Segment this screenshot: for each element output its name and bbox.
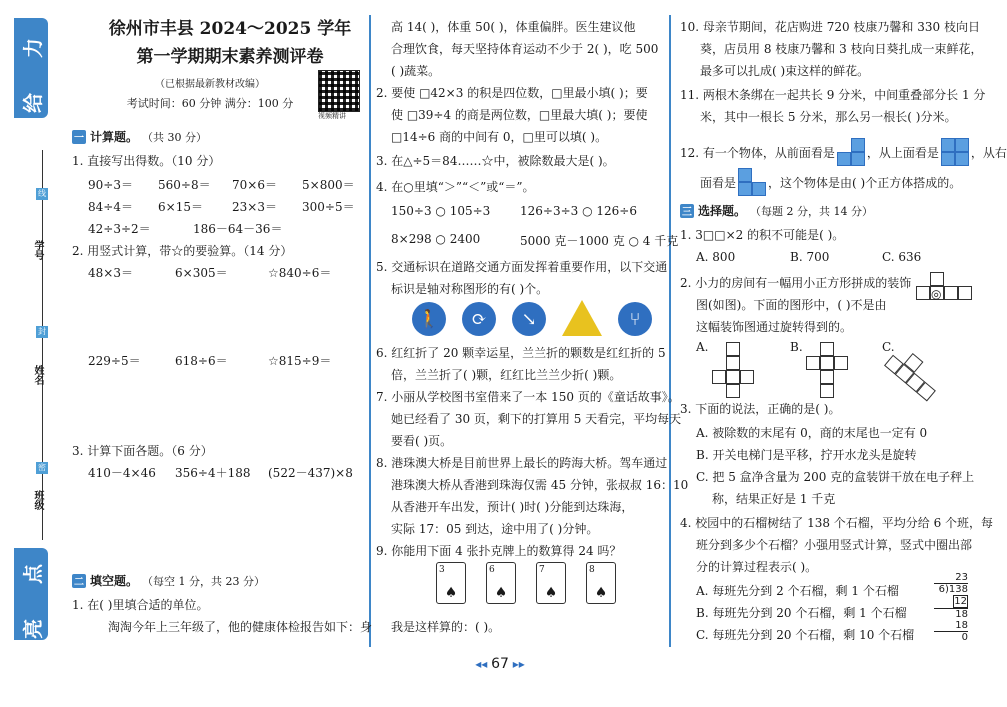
division-quotient: 23 [955,572,968,583]
s1-r6-a: 410－4×46 [88,466,156,480]
mid-l1: 高 14( )，体重 50( )，体重偏胖。医生建议他 [391,20,636,34]
right-c1-b: B. 700 [790,250,830,264]
mid-q8c: 从香港开车出发，预计( )时( )分能到达珠海， [391,500,634,514]
right-c2c: 这幅装饰图通过旋转得到的。 [696,320,853,334]
exam-title-line2: 第一学期期末素养测评卷 [136,47,324,67]
right-c2b: 图(如图)。下面的图形中，( )不是由 [696,298,887,312]
s1-r4-b: 6×305＝ [175,266,228,280]
right-c4-c: C. 每班先分到 20 个石榴，剩 10 个石榴 [696,628,915,642]
section-2-points: （每空 1 分，共 23 分） [142,574,265,588]
section-1-number: 一 [72,130,86,144]
right-q12a: 12. 有一个物体，从前面看是 [680,145,835,160]
s1-q2: 2. 用竖式计算，带☆的要验算。（14 分） [72,244,293,258]
right-c1: 1. 3□□×2 的积不可能是( )。 [680,228,845,242]
mid-q2b: 使 □39÷4 的商是两位数，□里最大填( )；要使 [391,108,648,122]
mid-q7c: 要看( )页。 [391,434,453,448]
column-divider-1 [369,15,371,647]
right-q10c: 最多可以扎成( )束这样的鲜花。 [700,64,870,78]
s1-q3: 3. 计算下面各题。（6 分） [72,444,213,458]
right-q12d: 面看是 [700,175,737,190]
s1-r3-b: 186－64－36＝ [193,222,283,236]
s1-r4-c: ☆840÷6＝ [268,266,332,280]
right-c3: 3. 下面的说法，正确的是( )。 [680,402,841,416]
s1-r5-a: 229÷5＝ [88,354,141,368]
division-dividend: 6)138 [934,583,968,595]
column-divider-2 [669,15,671,647]
mid-q9b: 我是这样算的：( )。 [391,620,501,634]
playing-cards [436,562,616,604]
mid-q8a: 8. 港珠澳大桥是目前世界上最长的跨海大桥。驾车通过 [376,456,668,470]
s1-r1-d: 5×800＝ [302,178,355,192]
card-2: 6 ♠ [486,562,516,604]
s2-q1: 1. 在( )里填合适的单位。 [72,598,209,612]
right-q12c: ，从右 [970,145,1007,160]
page-footer [0,656,1000,672]
exam-subtitle: （已根据最新教材改编） [155,79,265,90]
qr-label: 视频精讲 [318,112,346,120]
side-tab-top: 给 力 [14,18,48,118]
page-number: 67 [491,656,509,672]
next-page-arrow-icon[interactable]: ▸▸ [512,657,525,671]
right-c3-b: B. 开关电梯门是平移，拧开水龙头是旋转 [696,448,917,462]
right-q10b: 葵，店员用 8 枝康乃馨和 3 枝向日葵扎成一束鲜花， [700,42,983,56]
exam-title-line1: 徐州市丰县 2024～2025 学年 [108,19,352,39]
mid-q4-r1b: 126÷3÷3 ○ 126÷6 [520,204,637,218]
mid-q2c: □14÷6 商的中间有 0，□里可以填( )。 [391,130,608,144]
mid-q6b: 倍，兰兰折了( )颗，红红比兰兰少折( )颗。 [391,368,622,382]
traffic-signs [412,300,652,336]
section-2-header [72,572,265,589]
s1-r1-b: 560÷8＝ [158,178,211,192]
crossroad-warning-sign-icon [562,300,602,336]
s1-r5-c: ☆815÷9＝ [268,354,332,368]
section-3-header [680,202,873,219]
mid-q4-r2a: 8×298 ○ 2400 [391,232,481,246]
card-3: 7 ♠ [536,562,566,604]
label-banji: 班级 [32,490,43,510]
section-1-header [72,128,207,145]
right-c2-a: A. [696,340,709,354]
s1-r2-c: 23×3＝ [232,200,277,214]
right-c4a: 4. 校园中的石榴树结了 138 个石榴，平均分给 6 个班，每 [680,516,994,530]
label-xuehao: 学号 [32,240,43,260]
card-4: 8 ♠ [586,562,616,604]
mid-q7a: 7. 小丽从学校图书室借来了一本 150 页的《童话故事》。 [376,390,680,404]
right-c1-c: C. 636 [882,250,922,264]
right-c2-b: B. [790,340,803,354]
s1-r5-b: 618÷6＝ [175,354,228,368]
section-3-number: 三 [680,204,694,218]
roundabout-sign-icon: ⟳ [462,302,496,336]
s1-r4-a: 48×3＝ [88,266,133,280]
mid-q7b: 她已经看了 30 页，剩下的打算用 5 天看完，平均每天 [391,412,682,426]
mid-q3: 3. 在△÷5＝84……☆中，被除数最大是( )。 [376,154,615,168]
right-c4c: 分的计算过程表示( )。 [696,560,818,574]
right-q12e: ，这个物体是由( )个正方体搭成的。 [768,175,962,190]
right-view-figure [738,168,766,196]
s1-r1-c: 70×6＝ [232,178,277,192]
mid-q8d: 实际 17：05 到达，途中用了( )分钟。 [391,522,599,536]
option-b-figure [806,342,848,398]
mid-q9: 9. 你能用下面 4 张扑克牌上的数算得 24 吗？ [376,544,622,558]
section-1-points: （共 30 分） [142,130,208,144]
s2-q1b: 淘淘今年上三年级了，他的健康体检报告如下：身 [108,620,373,634]
s1-r6-c: (522－437)×8 [268,466,353,480]
division-step1: 12 [954,596,967,607]
s1-r6-b: 356÷4＋188 [175,466,251,480]
right-q11a: 11. 两根木条绑在一起共长 9 分米，中间重叠部分长 1 分 [680,88,986,102]
right-c4-a: A. 每班先分到 2 个石榴，剩 1 个石榴 [696,584,899,598]
right-q11b: 米，其中一根长 5 分米，那么另一根长( )分米。 [700,110,957,124]
s1-r2-d: 300÷5＝ [302,200,355,214]
mid-q2a: 2. 要使 □42×3 的积是四位数，□里最小填( )；要 [376,86,648,100]
mid-q5b: 标识是轴对称图形的有( )个。 [391,282,549,296]
mid-q4-r2b: 5000 克－1000 克 ○ 4 千克 [520,234,679,248]
right-c1-a: A. 800 [696,250,736,264]
mid-q8b: 港珠澳大桥从香港到珠海仅需 45 分钟，张叔叔 16：10 [391,478,689,492]
fork-sign-icon: ⑂ [618,302,652,336]
division-step3: 18 [955,620,968,631]
right-c4-b: B. 每班先分到 20 个石榴，剩 1 个石榴 [696,606,907,620]
right-c2-c: C. [882,340,895,354]
section-1-title: 计算题。 [90,130,139,144]
front-view-figure [837,138,865,166]
qr-code-icon[interactable] [318,70,360,112]
s1-r1-a: 90÷3＝ [88,178,133,192]
right-q10a: 10. 母亲节期间，花店购进 720 枝康乃馨和 330 枝向日 [680,20,980,34]
s1-q1: 1. 直接写出得数。（10 分） [72,154,221,168]
right-c2a: 2. 小力的房间有一幅用小正方形拼成的装饰 [680,276,912,290]
option-c-figure [884,344,945,401]
division-step2: 18 [934,608,968,620]
prev-page-arrow-icon[interactable]: ◂◂ [475,657,488,671]
right-q12b: ，从上面看是 [866,145,939,160]
option-a-figure [712,342,754,398]
seal-tag-feng: 封 [38,327,46,336]
mid-q6a: 6. 红红折了 20 颗幸运星，兰兰折的颗数是红红折的 5 [376,346,666,360]
exam-meta: 考试时间：60 分钟 满分：100 分 [126,97,294,110]
mid-q4: 4. 在○里填“＞”“＜”或“＝”。 [376,180,535,194]
side-tab-bottom: 亮 点 [14,548,48,640]
right-q12-line2 [700,168,961,196]
top-view-figure [941,138,969,166]
keep-right-sign-icon: ↘ [512,302,546,336]
long-division [934,572,968,643]
right-c3-c: C. 把 5 盒净含量为 200 克的盒装饼干放在电子秤上 [696,470,975,484]
mid-l3: ( )蔬菜。 [391,64,441,78]
mid-q5a: 5. 交通标识在道路交通方面发挥着重要作用，以下交通 [376,260,668,274]
mid-q4-r1a: 150÷3 ○ 105÷3 [391,204,491,218]
section-2-number: 二 [72,574,86,588]
section-3-title: 选择题。 [698,204,747,218]
section-2-title: 填空题。 [90,574,139,588]
division-remainder: 0 [934,631,968,643]
card-1: 3 ♠ [436,562,466,604]
right-c4b: 班分到多少个石榴？小强用竖式计算，竖式中圈出部 [696,538,973,552]
seal-tag-xian: 线 [38,189,46,198]
right-c3-d: 称，结果正好是 1 千克 [712,492,836,506]
right-q12-line1 [680,138,1007,166]
binding-line [42,150,43,540]
s1-r3-a: 42÷3÷2＝ [88,222,151,236]
section-3-points: （每题 2 分，共 14 分） [750,204,873,218]
pedestrian-sign-icon: 🚶 [412,302,446,336]
label-xingming: 姓名 [32,365,43,385]
right-c3-a: A. 被除数的末尾有 0，商的末尾也一定有 0 [696,426,928,440]
seal-tag-mi: 密 [38,463,46,472]
mid-l2: 合理饮食，每天坚持体育运动不少于 2( )，吃 500 [391,42,659,56]
decoration-figure: ◎ [916,272,972,300]
s1-r2-a: 84÷4＝ [88,200,133,214]
s1-r2-b: 6×15＝ [158,200,203,214]
